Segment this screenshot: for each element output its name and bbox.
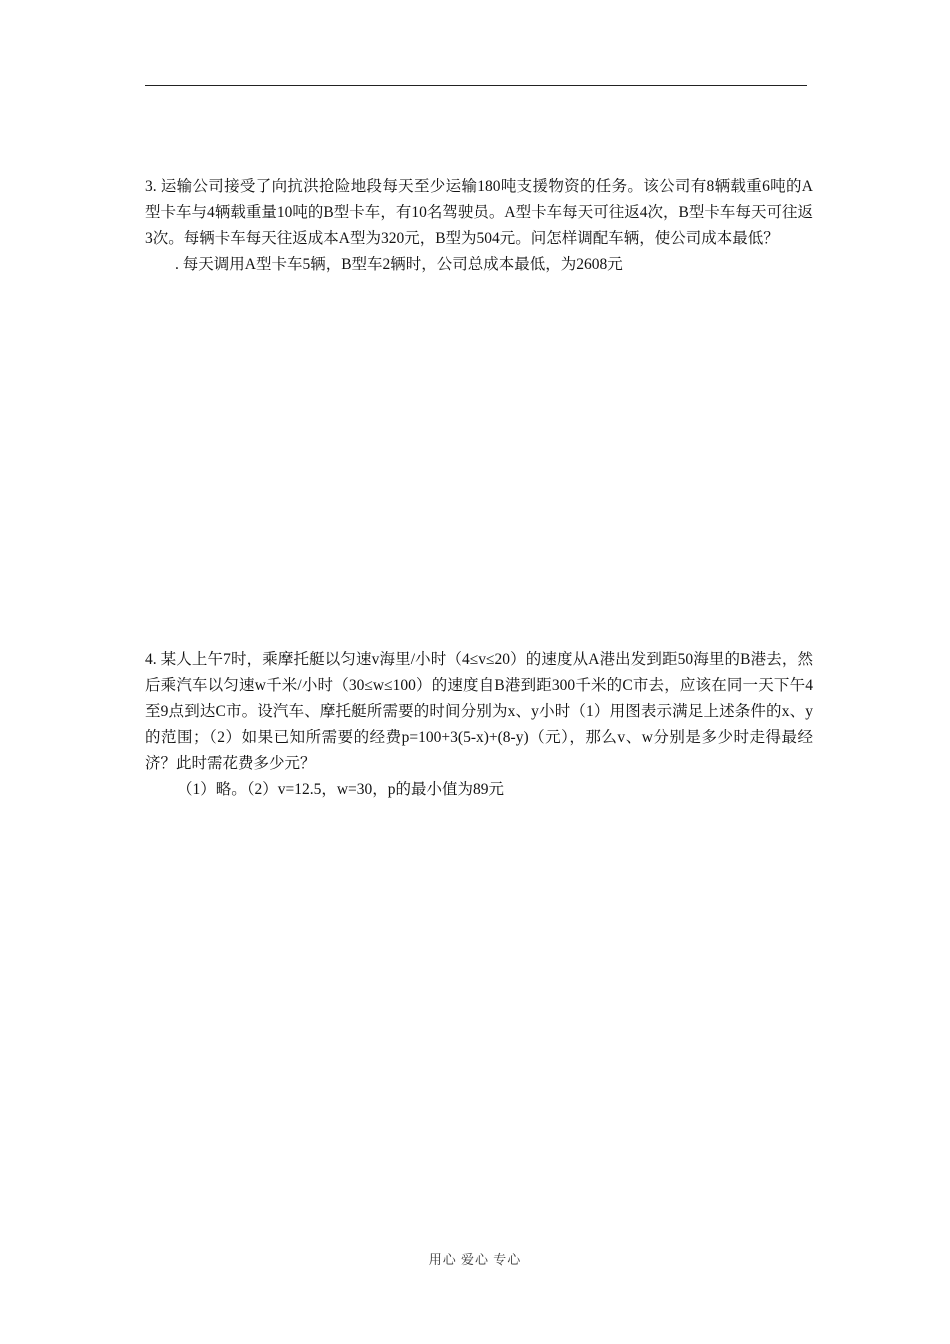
problem-4-question: 4. 某人上午7时，乘摩托艇以匀速v海里/小时（4≤v≤20）的速度从A港出发到距50海里的B港去，然后乘汽车以匀速w千米/小时（30≤w≤100）的速度自B港到距300千米的C市去，应该在同一天下午4至9点到达C市。设汽车、摩托艇所需要的时间分别为x、y小时（1）用图表示满足上述条件的x、y的范围；（2）如果已知所需要的经费p=100+3(5-x)+(8-y)（元），那么v、w分别是多少时走得最经济？此时需花费多少元？ bbox=[145, 651, 813, 772]
problem-3-question: 3. 运输公司接受了向抗洪抢险地段每天至少运输180吨支援物资的任务。该公司有8辆载重6吨的A型卡车与4辆载重量10吨的B型卡车，有10名驾驶员。A型卡车每天可往返4次，B型卡车每天可往返3次。每辆卡车每天往返成本A型为320元，B型为504元。问怎样调配车辆，使公司成本最低？ bbox=[145, 178, 813, 247]
problem-3-answer: . 每天调用A型卡车5辆，B型车2辆时，公司总成本最低，为2608元 bbox=[175, 256, 623, 273]
problem-3 bbox=[145, 174, 813, 278]
problem-4 bbox=[145, 647, 813, 803]
page-footer: 用心 爱心 专心 bbox=[428, 1252, 522, 1267]
header-rule bbox=[145, 85, 807, 86]
problem-4-answer: （1）略。（2）v=12.5，w=30，p的最小值为89元 bbox=[177, 781, 505, 798]
